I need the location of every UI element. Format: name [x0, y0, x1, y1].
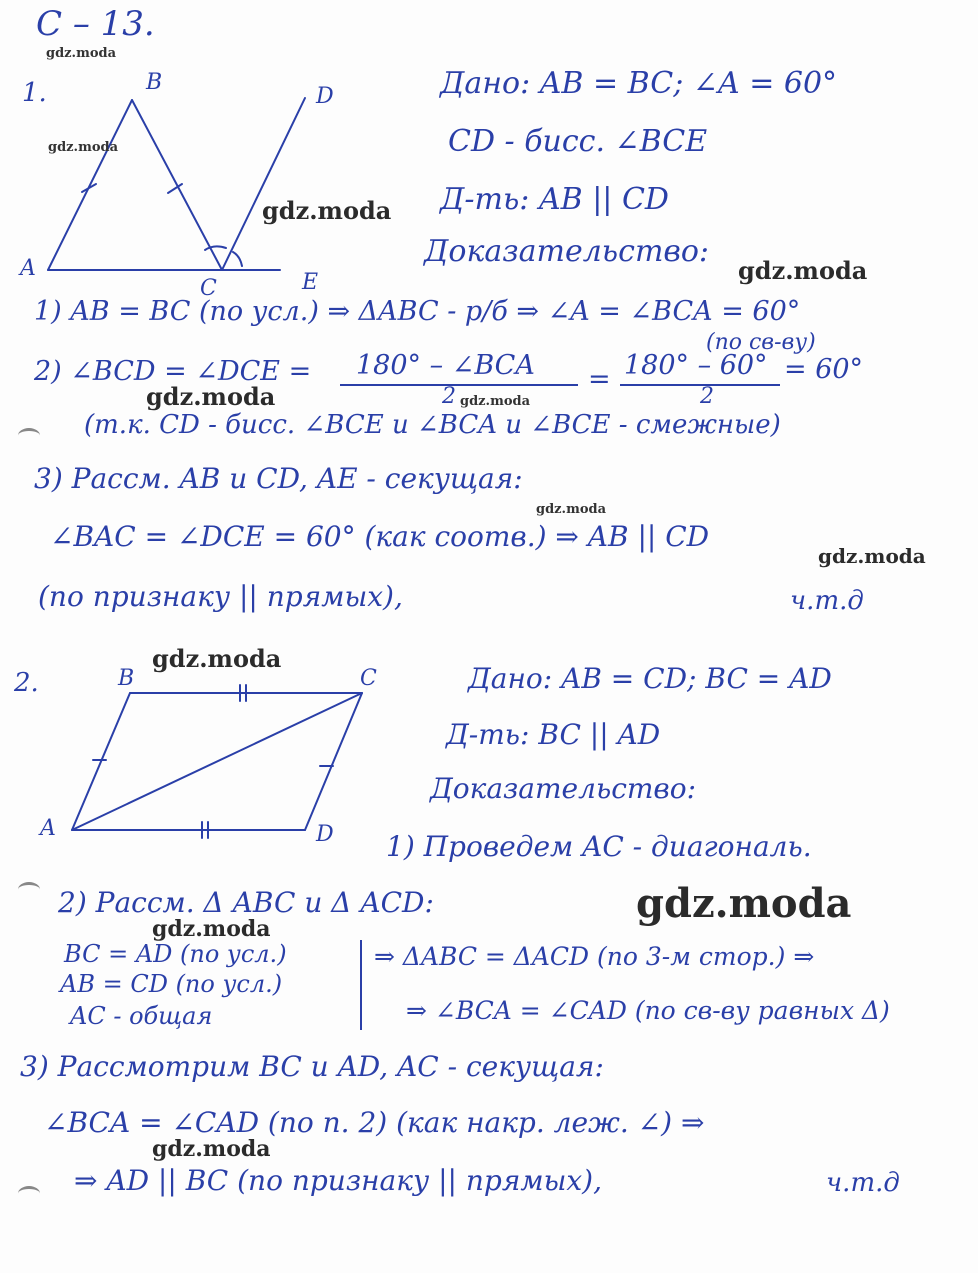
watermark-text: gdz.moda — [738, 256, 868, 285]
task1-given-bisector: CD - бисс. ∠BCE — [448, 124, 708, 159]
point-label-d: D — [316, 84, 334, 109]
task1-step3-line2: ∠BAC = ∠DCE = 60° (как соотв.) ⇒ AB || CD — [50, 520, 710, 553]
task1-step2-numerator: 180° – ∠BCA — [356, 350, 535, 381]
task1-step1-note: (по св-ву) — [706, 330, 816, 355]
angle-arc-bcd — [205, 246, 226, 250]
point-label-e: E — [302, 270, 319, 295]
point-label-c: C — [200, 276, 217, 301]
task2-given: Дано: AB = CD; BC = AD — [468, 662, 832, 695]
fraction-bar — [340, 384, 578, 386]
watermark-text: gdz.moda — [152, 1136, 271, 1162]
task1-given: Дано: AB = BC; ∠A = 60° — [440, 66, 838, 101]
system-brace — [360, 940, 362, 1030]
task2-step2: 2) Рассм. Δ ABC и Δ ACD: — [58, 886, 434, 919]
task1-step3-line3: (по признаку || прямых), — [38, 580, 403, 613]
angle-arc-dce — [233, 252, 242, 266]
task1-step1: 1) AB = BC (по усл.) ⇒ ΔABC - р/б ⇒ ∠A = ∠BCA = 60° — [34, 296, 801, 327]
ray-cd — [222, 98, 305, 270]
task1-step2-equals: = — [588, 364, 611, 395]
task2-prove: Д-ть: BC || AD — [446, 718, 661, 751]
point-label-a: A — [20, 256, 36, 281]
task2-step3-line3: ⇒ AD || BC (по признаку || прямых), — [74, 1164, 602, 1197]
task1-prove: Д-ть: AB || CD — [440, 182, 669, 217]
point-label-b: B — [146, 70, 163, 95]
segment-ab — [48, 100, 132, 270]
watermark-text: gdz.moda — [262, 196, 392, 225]
task2-proof-title: Доказательство: — [430, 772, 697, 805]
task1-step2-numerator2: 180° – 60° — [624, 350, 768, 381]
point-label-b2: B — [118, 666, 135, 691]
watermark-text: gdz.moda — [460, 394, 531, 409]
task2-step3: 3) Рассмотрим BC и AD, AC - секущая: — [20, 1050, 604, 1083]
watermark-text: gdz.moda — [146, 382, 276, 411]
point-label-d2: D — [316, 822, 334, 847]
page-title: C – 13. — [36, 4, 155, 44]
task1-step2-denominator2: 2 — [700, 384, 714, 409]
task1-step2-note: (т.к. CD - бисс. ∠BCE и ∠BCA и ∠BCE - смежные) — [84, 410, 781, 440]
task2-conclusion1: ⇒ ΔABC = ΔACD (по 3-м стор.) ⇒ — [374, 942, 815, 971]
task2-step3-line2: ∠BCA = ∠CAD (по п. 2) (как накр. леж. ∠) ⇒ — [44, 1106, 705, 1139]
watermark-text: gdz.moda — [46, 46, 117, 61]
task1-proof-title: Доказательство: — [424, 234, 710, 269]
watermark-text: gdz.moda — [636, 880, 852, 927]
point-label-a2: A — [40, 816, 56, 841]
watermark-text: gdz.moda — [152, 644, 282, 673]
watermark-text: gdz.moda — [536, 502, 607, 517]
segment-bc — [132, 100, 222, 270]
segment-ab2 — [72, 693, 130, 830]
task2-cond-ab-cd: AB = CD (по усл.) — [60, 970, 283, 998]
task2-conclusion2: ⇒ ∠BCA = ∠CAD (по св-ву равных Δ) — [406, 996, 890, 1025]
task2-step1: 1) Проведем AC - диагональ. — [386, 830, 812, 863]
watermark-text: gdz.moda — [818, 544, 926, 568]
task2-cond-ac-common: AC - общая — [70, 1002, 213, 1030]
task1-step3: 3) Рассм. AB и CD, AE - секущая: — [34, 462, 523, 495]
task1-step2-result: = 60° — [784, 354, 864, 385]
diagonal-ac — [72, 693, 362, 830]
task2-qed: ч.т.д — [826, 1168, 900, 1198]
task1-number: 1. — [22, 78, 47, 108]
task1-step2-denominator: 2 — [442, 384, 456, 409]
point-label-c2: C — [360, 666, 377, 691]
task2-number: 2. — [14, 668, 39, 698]
watermark-text: gdz.moda — [48, 140, 119, 155]
segment-cd2 — [305, 693, 362, 830]
watermark-text: gdz.moda — [152, 916, 271, 942]
task1-step2-lhs: 2) ∠BCD = ∠DCE = — [34, 356, 312, 387]
task2-cond-bc-ad: BC = AD (по усл.) — [64, 940, 287, 968]
task1-qed: ч.т.д — [790, 586, 864, 616]
